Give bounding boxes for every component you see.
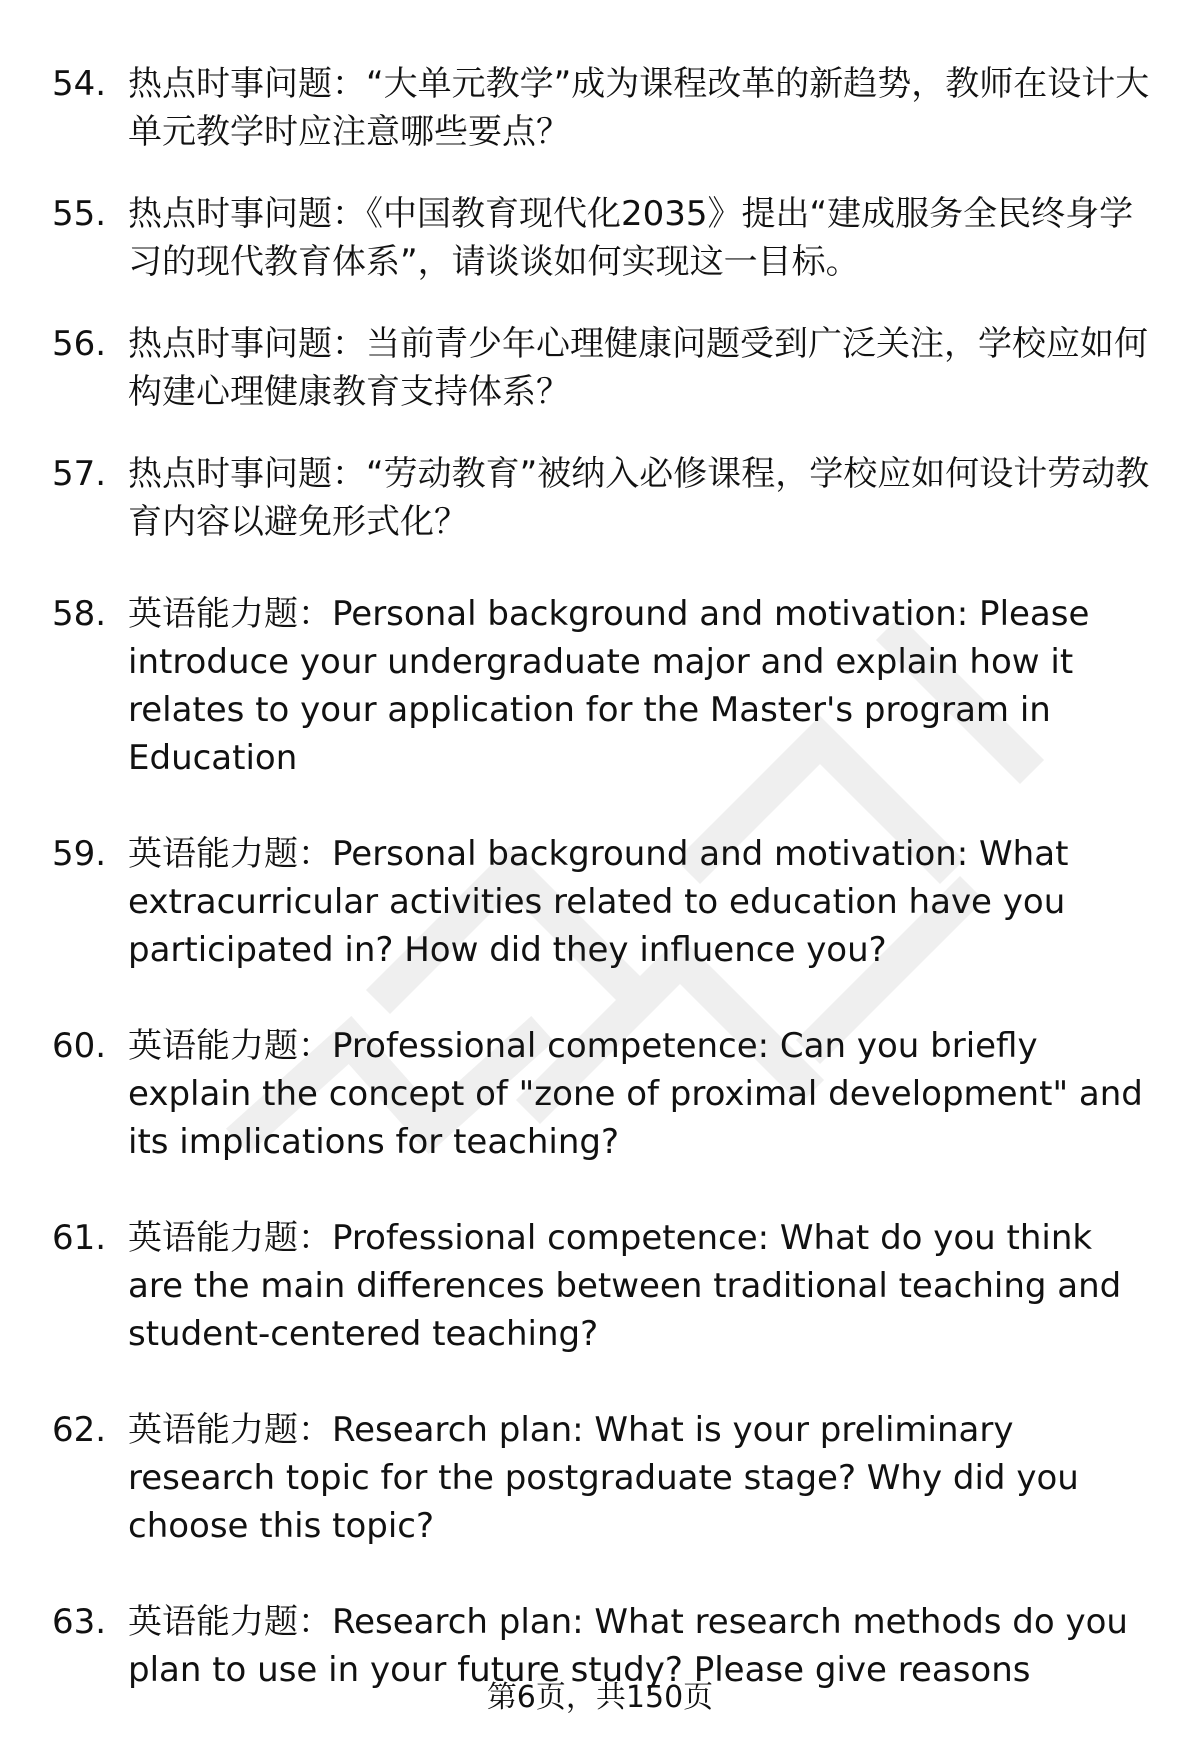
page-count-label: 第6页，共150页	[486, 1680, 714, 1715]
question-text: 英语能力题：Research plan: What is your preliminary research topic for the postgraduate stage? Why did you choose this topic?	[128, 1410, 1079, 1546]
question-item-62	[52, 1406, 1150, 1550]
question-text: 英语能力题：Professional competence: Can you briefly explain the concept of "zone of proximal development" and its implications for teaching?	[128, 1026, 1143, 1162]
question-text: 热点时事问题：当前青少年心理健康问题受到广泛关注，学校应如何构建心理健康教育支持体系？	[128, 324, 1148, 412]
question-text: 热点时事问题：“劳动教育”被纳入必修课程，学校应如何设计劳动教育内容以避免形式化？	[128, 454, 1150, 542]
question-item-60	[52, 1022, 1150, 1166]
page-footer	[0, 1678, 1200, 1718]
question-item-59	[52, 830, 1150, 974]
question-number: 62.	[52, 1410, 107, 1450]
question-item-54	[52, 60, 1150, 156]
question-number: 57.	[52, 454, 107, 494]
interview-question-list	[52, 60, 1150, 1694]
question-text: 英语能力题：Professional competence: What do you think are the main differences between traditional teaching and student-centered teaching?	[128, 1218, 1122, 1354]
question-text: 英语能力题：Research plan: What research methods do you plan to use in your future study? Please give reasons	[128, 1602, 1128, 1690]
question-number: 59.	[52, 834, 107, 874]
question-number: 63.	[52, 1602, 107, 1642]
question-number: 58.	[52, 594, 107, 634]
question-text: 英语能力题：Personal background and motivation: Please introduce your undergraduate major and explain how it relates to your application for the Master's program in Education	[128, 594, 1090, 778]
question-item-56	[52, 320, 1150, 416]
question-text: 英语能力题：Personal background and motivation: What extracurricular activities related to education have you participated in? How did they influence you?	[128, 834, 1069, 970]
question-item-57	[52, 450, 1150, 546]
question-number: 54.	[52, 64, 107, 104]
question-item-55	[52, 190, 1150, 286]
question-text: 热点时事问题：“大单元教学”成为课程改革的新趋势，教师在设计大单元教学时应注意哪些要点？	[128, 64, 1150, 152]
question-number: 56.	[52, 324, 107, 364]
question-text: 热点时事问题：《中国教育现代化2035》提出“建成服务全民终身学习的现代教育体系”，请谈谈如何实现这一目标。	[128, 194, 1134, 282]
question-number: 60.	[52, 1026, 107, 1066]
question-item-61	[52, 1214, 1150, 1358]
question-item-58	[52, 590, 1150, 782]
question-number: 55.	[52, 194, 107, 234]
question-number: 61.	[52, 1218, 107, 1258]
